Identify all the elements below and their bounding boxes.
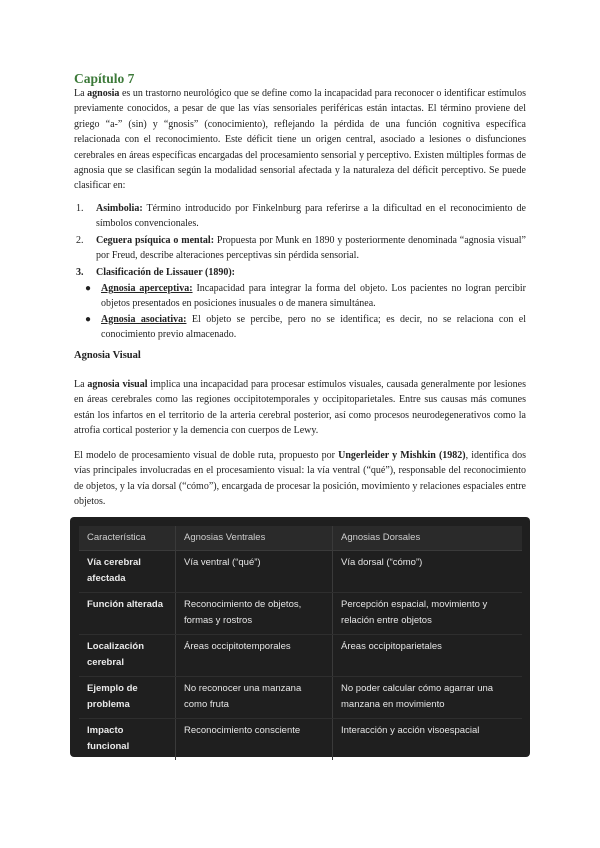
list-item bbox=[74, 201, 526, 232]
table-header-row bbox=[79, 526, 522, 551]
table-row bbox=[79, 593, 522, 635]
sub-text: El objeto se percibe, pero no se identifica; es decir, no se relaciona con el conocimiento previo almacenado. bbox=[101, 313, 527, 341]
visual-agnosia-paragraph bbox=[74, 377, 526, 439]
model-paragraph bbox=[74, 448, 526, 510]
sub-list-item bbox=[74, 312, 526, 343]
table-cell: No reconocer una manzana como fruta bbox=[176, 677, 333, 719]
list-number: 1. bbox=[76, 203, 84, 214]
intro-text-a: La bbox=[74, 88, 88, 99]
list-number: 2. bbox=[76, 234, 84, 246]
bullet-icon: ● bbox=[85, 283, 92, 295]
list-item bbox=[74, 233, 526, 264]
table-cell: Función alterada bbox=[79, 593, 176, 635]
table-cell: No poder calcular cómo agarrar una manzana en movimiento bbox=[333, 677, 523, 719]
list-item bbox=[74, 265, 526, 280]
list-text: Propuesta por Munk en 1890 y posteriormente denominada “agnosia visual” por Freud, describe alteraciones perceptivas sin pérdida sensorial. bbox=[96, 234, 526, 262]
column-header: Agnosias Ventrales bbox=[176, 526, 333, 551]
section-title: Agnosia Visual bbox=[74, 350, 141, 361]
list-term: Clasificación de Lissauer (1890): bbox=[96, 266, 235, 278]
list-number: 3. bbox=[76, 266, 84, 278]
table-cell: Vía dorsal (“cómo”) bbox=[333, 551, 523, 593]
table-cell: Ejemplo de problema bbox=[79, 677, 176, 719]
table-cell: Áreas occipitoparietales bbox=[333, 635, 523, 677]
model-text-b: , identifica dos vías principales involucradas en el procesamiento visual: la vía ventral (“qué”), responsable del reconocimiento de objetos, y la vía dorsal (“cómo”), encargada de procesar la posición, movimiento y relaciones espaciales entre objetos. bbox=[74, 450, 526, 508]
visual-text-b: implica una incapacidad para procesar estímulos visuales, causada generalmente por lesiones en áreas cerebrales como las regiones occipitotemporales y occipitoparietales. Entre sus causas más comunes están los infartos en el territorio de la arteria cerebral posterior, así como procesos neurodegenerativos como la atrofia cortical posterior y la demencia con cuerpos de Lewy. bbox=[74, 379, 526, 437]
comparison-table bbox=[79, 526, 522, 760]
intro-bold-term: agnosia bbox=[87, 88, 120, 99]
table-cell: Percepción espacial, movimiento y relación entre objetos bbox=[333, 593, 523, 635]
chapter-title: Capítulo 7 bbox=[74, 71, 135, 86]
comparison-table-container bbox=[70, 517, 530, 757]
table-cell: Áreas occipitotemporales bbox=[176, 635, 333, 677]
list-term: Ceguera psíquica o mental: bbox=[96, 234, 215, 246]
model-text-a: El modelo de procesamiento visual de doble ruta, propuesto por bbox=[74, 450, 339, 461]
table-cell: Localización cerebral bbox=[79, 635, 176, 677]
table-cell: Vía cerebral afectada bbox=[79, 551, 176, 593]
column-header: Agnosias Dorsales bbox=[333, 526, 523, 551]
sub-text: Incapacidad para integrar la forma del objeto. Los pacientes no logran percibir objetos presentados en posiciones inusuales o de manera simultánea. bbox=[101, 283, 527, 310]
sub-term: Agnosia asociativa: bbox=[101, 313, 187, 325]
table-row bbox=[79, 551, 522, 593]
visual-bold-term: agnosia visual bbox=[87, 379, 148, 390]
visual-text-a: La bbox=[74, 379, 88, 390]
table-row bbox=[79, 677, 522, 719]
intro-paragraph bbox=[74, 86, 526, 194]
sub-term: Agnosia aperceptiva: bbox=[101, 283, 193, 295]
column-header: Característica bbox=[79, 526, 176, 551]
model-bold-term: Ungerleider y Mishkin (1982) bbox=[338, 450, 466, 461]
table-row bbox=[79, 635, 522, 677]
bullet-icon: ● bbox=[85, 313, 92, 325]
table-row bbox=[79, 719, 522, 761]
table-cell: Reconocimiento consciente bbox=[176, 719, 333, 761]
table-cell: Vía ventral (“qué”) bbox=[176, 551, 333, 593]
table-cell: Interacción y acción visoespacial bbox=[341, 725, 480, 736]
intro-text-b: es un trastorno neurológico que se define como la incapacidad para reconocer o identificar estímulos previamente conocidos, a pesar de que las vías sensoriales periféricas están intactas. El término proviene del griego “a-” (sin) y “gnosis” (conocimiento), reflejando la pérdida de una función cognitiva específica relacionada con el reconocimiento. Este déficit tiene un origen central, asociado a lesiones o disfunciones cerebrales en áreas específicas encargadas del procesamiento sensorial y perceptivo. Existen múltiples formas de agnosia que se clasifican según la modalidad sensorial afectada y la naturaleza del déficit perceptivo. Se puede clasificar en: bbox=[74, 88, 527, 192]
table-cell: Impacto funcional bbox=[79, 719, 176, 761]
sub-list-item bbox=[74, 281, 526, 312]
list-text: Término introducido por Finkelnburg para referirse a la dificultad en el reconocimiento de símbolos convencionales. bbox=[96, 203, 526, 230]
list-term: Asimbolia: bbox=[96, 203, 143, 214]
table-cell: Reconocimiento de objetos, formas y rostros bbox=[176, 593, 333, 635]
classification-list bbox=[74, 201, 526, 343]
